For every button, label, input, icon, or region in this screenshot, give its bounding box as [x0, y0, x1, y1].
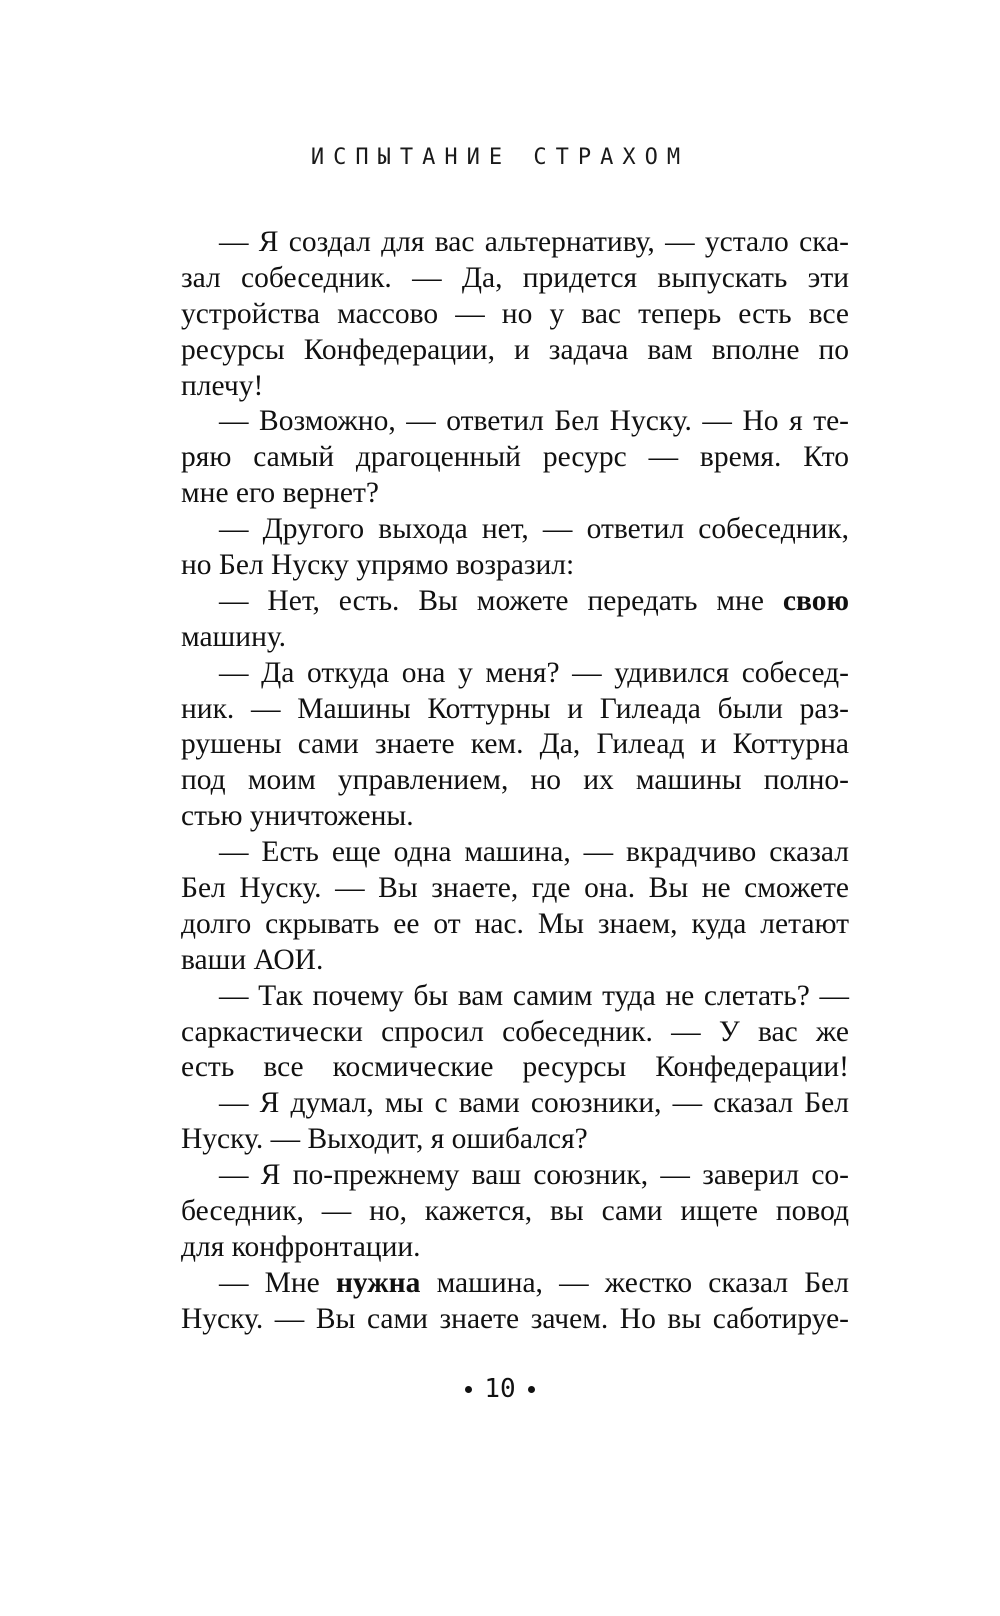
text-line: Нуску. — Выходит, я ошибался?	[181, 1123, 588, 1156]
text-line	[181, 584, 849, 620]
text-line: для конфронтации.	[181, 1230, 421, 1263]
page-number	[0, 1374, 1000, 1404]
text-line: саркастически спросил собеседник. — У вас же	[181, 1015, 849, 1048]
text-line: машину.	[181, 620, 287, 653]
text-line: — Возможно, — ответил Бел Нуску. — Но я те-	[219, 405, 849, 438]
text-run: — Мне	[219, 1266, 336, 1299]
text-line: под моим управлением, но их машины полно-	[181, 764, 849, 797]
text-line: плечу!	[181, 369, 264, 402]
text-line: беседник, — но, кажется, вы сами ищете повод	[181, 1195, 849, 1228]
page-number-value: 10	[484, 1374, 516, 1404]
text-line: стью уничтожены.	[181, 800, 414, 833]
running-head: ИСПЫТАНИЕ СТРАХОМ	[310, 145, 690, 170]
text-line: Нуску. — Вы сами знаете зачем. Но вы саботируе-	[181, 1302, 849, 1335]
text-line: — Да откуда она у меня? — удивился собесед-	[219, 656, 849, 689]
text-line: мне его вернет?	[181, 477, 379, 510]
text-line: ваши АОИ.	[181, 943, 324, 976]
text-line	[181, 1266, 849, 1302]
text-run: машина, — жестко сказал Бел	[420, 1266, 849, 1299]
text-run: — Нет, есть. Вы можете передать мне	[219, 584, 783, 617]
text-line: Бел Нуску. — Вы знаете, где она. Вы не сможете	[181, 872, 849, 905]
emphasis-word: свою	[782, 584, 849, 617]
body-text	[181, 225, 849, 1338]
text-line: устройства массово — но у вас теперь есть все	[181, 297, 849, 330]
text-line: — Есть еще одна машина, — вкрадчиво сказал	[219, 836, 849, 869]
text-line: есть все космические ресурсы Конфедерации!	[181, 1051, 849, 1084]
emphasis-word: нужна	[335, 1266, 421, 1299]
text-line: рушены сами знаете кем. Да, Гилеад и Коттурна	[181, 728, 849, 761]
text-line: — Я создал для вас альтернативу, — устало ска-	[219, 226, 849, 258]
text-line: ряю самый драгоценный ресурс — время. Кто	[181, 441, 849, 474]
bullet-dot-icon	[528, 1386, 535, 1393]
text-line: долго скрывать ее от нас. Мы знаем, куда летают	[181, 907, 849, 940]
text-line: — Я думал, мы с вами союзники, — сказал Бел	[219, 1087, 849, 1120]
text-line: ресурсы Конфедерации, и задача вам вполне по	[181, 333, 849, 366]
bullet-dot-icon	[465, 1386, 472, 1393]
text-line: ник. — Машины Коттурны и Гилеада были раз-	[181, 692, 849, 725]
text-line: но Бел Нуску упрямо возразил:	[181, 549, 575, 582]
text-line: — Другого выхода нет, — ответил собеседник,	[219, 513, 849, 546]
text-line: зал собеседник. — Да, придется выпускать эти	[181, 261, 849, 294]
text-line: — Я по-прежнему ваш союзник, — заверил со-	[219, 1159, 849, 1192]
text-line: — Так почему бы вам самим туда не слетать? —	[219, 979, 849, 1012]
